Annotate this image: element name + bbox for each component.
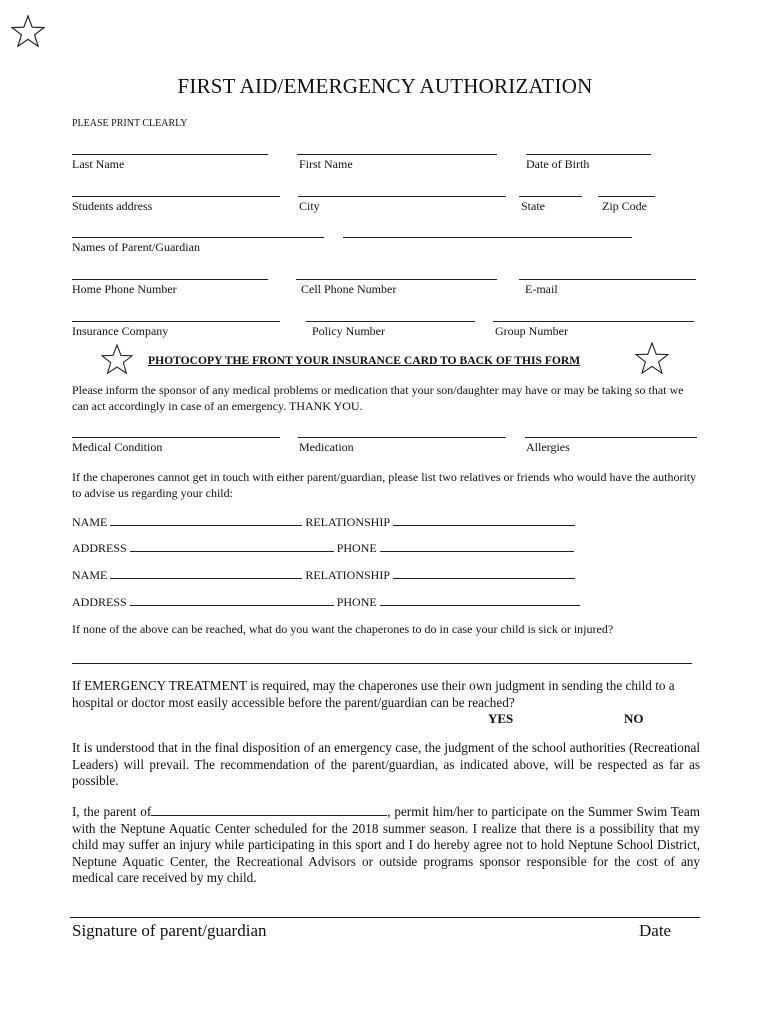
cell-phone-field[interactable] <box>296 279 497 280</box>
insurance-label: Insurance Company <box>72 324 169 338</box>
policy-field[interactable] <box>306 321 475 322</box>
star-icon <box>100 343 134 375</box>
zip-label: Zip Code <box>602 199 647 213</box>
relationship-label: RELATIONSHIP <box>305 568 390 582</box>
contact-1-relationship-field[interactable] <box>393 514 575 526</box>
last-name-field[interactable] <box>72 154 268 155</box>
email-field[interactable] <box>519 279 696 280</box>
consent-text: , permit him/her to participate on the Summer Swim Team with the Neptune Aquatic Center scheduled for the 2018 summer season. I realize that there is a possibility that my child may suffer an injury while participating in this sport and I do hereby agree not to hold Neptune School District, Neptune Aquatic Center, the Recreational Advisors or outside programs sponsor responsible for the cost of any medical care received by my child. <box>72 804 700 885</box>
medication-field[interactable] <box>298 437 506 438</box>
allergies-label: Allergies <box>526 440 570 454</box>
contacts-intro: If the chaperones cannot get in touch with either parent/guardian, please list two relatives or friends who would have the authority to advise us regarding your child: <box>72 470 697 500</box>
contact-2-address-row <box>72 594 580 610</box>
signature-line[interactable] <box>70 917 700 918</box>
phone-label: PHONE <box>336 541 377 555</box>
cell-phone-label: Cell Phone Number <box>301 282 397 296</box>
group-label: Group Number <box>495 324 568 338</box>
parent-name-field-1[interactable] <box>72 237 324 238</box>
first-name-label: First Name <box>299 157 353 171</box>
home-phone-label: Home Phone Number <box>72 282 177 296</box>
policy-label: Policy Number <box>312 324 385 338</box>
first-name-field[interactable] <box>297 154 497 155</box>
phone-label: PHONE <box>336 595 377 609</box>
city-field[interactable] <box>298 196 506 197</box>
contact-1-name-row <box>72 514 575 530</box>
contact-1-address-field[interactable] <box>130 540 334 552</box>
last-name-label: Last Name <box>72 157 125 171</box>
state-label: State <box>521 199 545 213</box>
state-field[interactable] <box>519 196 582 197</box>
consent-paragraph <box>72 803 700 887</box>
city-label: City <box>299 199 320 213</box>
contact-1-address-row <box>72 540 574 556</box>
date-label: Date <box>639 921 672 940</box>
home-phone-field[interactable] <box>72 279 268 280</box>
inform-paragraph: Please inform the sponsor of any medical problems or medication that your son/daughter may have or may be taking so that we can act accordingly in case of an emergency. THANK YOU. <box>72 383 684 413</box>
photocopy-notice: PHOTOCOPY THE FRONT YOUR INSURANCE CARD TO BACK OF THIS FORM <box>148 354 581 367</box>
contact-2-name-row <box>72 567 575 583</box>
address-label: ADDRESS <box>72 541 127 555</box>
name-label: NAME <box>72 515 108 529</box>
form-title: FIRST AID/EMERGENCY AUTHORIZATION <box>177 74 593 98</box>
child-name-field[interactable] <box>151 803 387 816</box>
name-label: NAME <box>72 568 108 582</box>
contact-2-name-field[interactable] <box>110 567 302 579</box>
contact-2-address-field[interactable] <box>130 594 334 606</box>
emergency-question: If EMERGENCY TREATMENT is required, may the chaperones use their own judgment in sending the child to a hospital or doctor most easily accessible before the parent/guardian can be reached? <box>72 678 675 710</box>
insurance-field[interactable] <box>72 321 280 322</box>
yes-option[interactable]: YES <box>488 711 514 726</box>
medical-condition-field[interactable] <box>72 437 280 438</box>
signature-label: Signature of parent/guardian <box>72 921 267 940</box>
dob-label: Date of Birth <box>526 157 590 171</box>
consent-prefix: I, the parent of <box>72 804 152 819</box>
zip-field[interactable] <box>598 196 655 197</box>
print-note: PLEASE PRINT CLEARLY <box>72 118 188 129</box>
star-icon <box>10 14 46 48</box>
allergies-field[interactable] <box>525 437 697 438</box>
contact-1-phone-field[interactable] <box>380 540 574 552</box>
address-label: ADDRESS <box>72 595 127 609</box>
medical-condition-label: Medical Condition <box>72 440 163 454</box>
understood-paragraph: It is understood that in the final disposition of an emergency case, the judgment of the school authorities (Recreational Leaders) will prevail. The recommendation of the parent/guardian, as indicated above, will be respected as far as possible. <box>72 740 700 788</box>
contact-1-name-field[interactable] <box>110 514 302 526</box>
contact-2-phone-field[interactable] <box>380 594 580 606</box>
star-icon <box>634 341 670 375</box>
email-label: E-mail <box>525 282 558 296</box>
parent-names-label: Names of Parent/Guardian <box>72 240 200 254</box>
address-label: Students address <box>72 199 153 213</box>
none-reached-question: If none of the above can be reached, what do you want the chaperones to do in case your child is sick or injured? <box>72 622 614 636</box>
parent-name-field-2[interactable] <box>343 237 632 238</box>
instructions-field[interactable] <box>72 663 692 664</box>
group-field[interactable] <box>493 321 694 322</box>
medication-label: Medication <box>299 440 354 454</box>
no-option[interactable]: NO <box>624 711 644 726</box>
contact-2-relationship-field[interactable] <box>393 567 575 579</box>
relationship-label: RELATIONSHIP <box>305 515 390 529</box>
dob-field[interactable] <box>526 154 651 155</box>
address-field[interactable] <box>72 196 280 197</box>
